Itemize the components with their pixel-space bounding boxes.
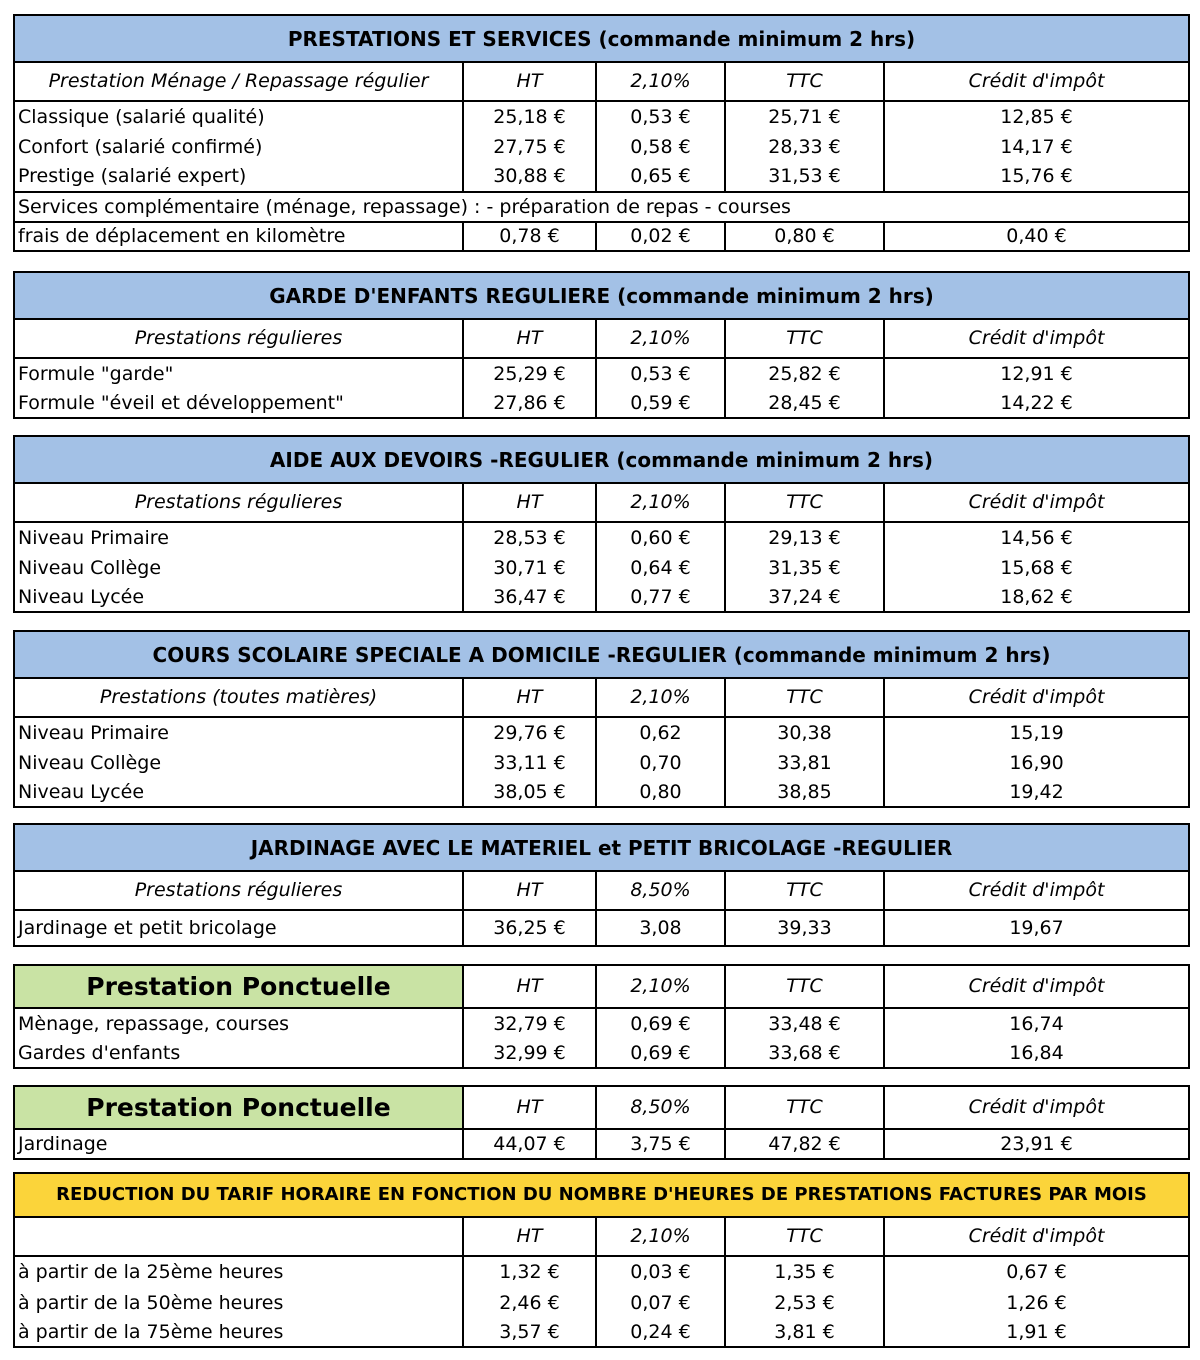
table-row <box>14 1288 1189 1318</box>
cell-ttc: 33,68 € <box>725 1039 884 1068</box>
row-label: à partir de la 50ème heures <box>14 1288 463 1318</box>
section-title: REDUCTION DU TARIF HORAIRE EN FONCTION DU NOMBRE D'HEURES DE PRESTATIONS FACTURES PAR MOIS <box>14 1173 1189 1217</box>
header-ttc: TTC <box>725 871 884 910</box>
table-row <box>14 553 1189 583</box>
section-cours-scolaire <box>13 630 1190 808</box>
cell-tax: 0,70 <box>596 748 725 778</box>
row-label: Niveau Lycée <box>14 778 463 807</box>
table-row <box>14 132 1189 162</box>
cell-ttc: 39,33 <box>725 910 884 946</box>
cell-tax: 0,02 € <box>596 222 725 251</box>
section-ponctuelle-1 <box>13 964 1190 1069</box>
cell-credit: 0,40 € <box>1006 225 1067 247</box>
cell-tax: 0,58 € <box>596 132 725 162</box>
header-credit: Crédit d'impôt <box>884 319 1189 358</box>
cell-ttc: 28,33 € <box>725 132 884 162</box>
row-label: Formule "garde" <box>14 358 463 389</box>
cell-ht: 30,88 € <box>463 162 596 192</box>
row-label: Jardinage <box>14 1129 463 1159</box>
cell-ttc: 25,71 € <box>725 101 884 132</box>
cell-credit: 14,17 € <box>1000 135 1073 158</box>
cell-ht: 32,79 € <box>463 1008 596 1039</box>
cell-ht: 0,78 € <box>463 222 596 251</box>
header-credit: Crédit d'impôt <box>884 1086 1189 1129</box>
header-ttc: TTC <box>725 678 884 717</box>
table-row <box>14 717 1189 748</box>
cell-tax: 0,65 € <box>596 162 725 192</box>
cell-ht: 27,86 € <box>463 389 596 418</box>
table-row <box>14 222 1189 251</box>
header-label: Prestations régulieres <box>14 483 463 522</box>
cell-credit: 14,22 € <box>1000 391 1073 414</box>
row-label: Prestige (salarié expert) <box>14 162 463 192</box>
header-ttc: TTC <box>725 965 884 1008</box>
header-label: Prestations régulieres <box>14 871 463 910</box>
cell-tax: 0,24 € <box>596 1318 725 1347</box>
section-title: JARDINAGE AVEC LE MATERIEL et PETIT BRICOLAGE -REGULIER <box>14 824 1189 871</box>
row-label: Niveau Lycée <box>14 583 463 612</box>
header-label: Prestations régulieres <box>14 319 463 358</box>
section-title: COURS SCOLAIRE SPECIALE A DOMICILE -REGULIER (commande minimum 2 hrs) <box>14 631 1189 678</box>
header-tax: 2,10% <box>596 1217 725 1256</box>
cell-ht: 36,47 € <box>463 583 596 612</box>
table-row <box>14 1039 1189 1068</box>
cell-credit: 16,84 <box>1009 1041 1064 1064</box>
cell-credit: 19,42 <box>1009 780 1064 803</box>
section-garde-enfants <box>13 271 1190 419</box>
cell-credit: 15,76 € <box>884 162 1189 192</box>
cell-tax: 3,75 € <box>596 1129 725 1159</box>
header-tax: 2,10% <box>596 483 725 522</box>
cell-ttc: 31,35 € <box>725 553 884 583</box>
header-ht: HT <box>463 1217 596 1256</box>
header-ttc: TTC <box>725 62 884 101</box>
row-label: Mènage, repassage, courses <box>14 1008 463 1039</box>
row-label: Classique (salarié qualité) <box>14 101 463 132</box>
cell-tax: 0,64 € <box>596 553 725 583</box>
cell-tax: 0,07 € <box>596 1288 725 1318</box>
cell-credit: 16,74 <box>1009 1012 1064 1035</box>
cell-tax: 0,62 <box>596 717 725 748</box>
header-credit: Crédit d'impôt <box>884 871 1189 910</box>
table-row <box>14 522 1189 553</box>
table-row <box>14 748 1189 778</box>
cell-credit: 19,67 <box>1009 916 1064 939</box>
table-row <box>14 583 1189 612</box>
cell-ttc: 29,13 € <box>725 522 884 553</box>
cell-ttc: 33,48 € <box>725 1008 884 1039</box>
cell-ttc: 25,82 € <box>725 358 884 389</box>
cell-credit: 14,56 € <box>1000 526 1073 549</box>
cell-ttc: 28,45 € <box>725 389 884 418</box>
header-ht: HT <box>463 678 596 717</box>
cell-credit: 1,26 € <box>1006 1291 1067 1314</box>
cell-ttc: 47,82 € <box>725 1129 884 1159</box>
header-tax: 2,10% <box>596 965 725 1008</box>
section-title: AIDE AUX DEVOIRS -REGULIER (commande minimum 2 hrs) <box>14 436 1189 483</box>
note-row <box>14 192 1189 222</box>
cell-ht: 1,32 € <box>463 1256 596 1288</box>
header-label <box>14 1217 463 1256</box>
cell-tax: 0,53 € <box>596 101 725 132</box>
cell-tax: 3,08 <box>596 910 725 946</box>
cell-ttc: 38,85 <box>725 778 884 807</box>
header-tax: 8,50% <box>596 1086 725 1129</box>
table-row <box>14 910 1189 946</box>
cell-ht: 36,25 € <box>463 910 596 946</box>
header-ttc: TTC <box>725 1086 884 1129</box>
cell-ht: 28,53 € <box>463 522 596 553</box>
row-label: frais de déplacement en kilomètre <box>14 222 463 251</box>
header-credit: Crédit d'impôt <box>884 1217 1189 1256</box>
row-label: Formule "éveil et développement" <box>14 389 463 418</box>
header-ht: HT <box>463 483 596 522</box>
row-label: Niveau Primaire <box>14 717 463 748</box>
header-tax: 2,10% <box>596 62 725 101</box>
header-credit: Crédit d'impôt <box>884 965 1189 1008</box>
header-ttc: TTC <box>725 319 884 358</box>
cell-tax: 0,03 € <box>596 1256 725 1288</box>
cell-ht: 30,71 € <box>463 553 596 583</box>
cell-ht: 29,76 € <box>463 717 596 748</box>
cell-ht: 25,29 € <box>463 358 596 389</box>
table-row <box>14 1318 1189 1347</box>
header-tax: 2,10% <box>596 678 725 717</box>
row-label: Jardinage et petit bricolage <box>14 910 463 946</box>
row-label: Gardes d'enfants <box>14 1039 463 1068</box>
cell-tax: 0,69 € <box>596 1008 725 1039</box>
cell-credit: 18,62 € <box>1000 585 1073 608</box>
section-reduction <box>13 1172 1190 1348</box>
cell-tax: 0,80 <box>596 778 725 807</box>
services-note: Services complémentaire (ménage, repassage) : - préparation de repas - courses <box>14 192 1189 222</box>
header-credit: Crédit d'impôt <box>884 483 1189 522</box>
cell-ht: 25,18 € <box>463 101 596 132</box>
cell-credit: 0,67 € <box>1006 1261 1067 1283</box>
header-label: Prestation Ponctuelle <box>14 1086 463 1129</box>
section-title: GARDE D'ENFANTS REGULIERE (commande minimum 2 hrs) <box>14 272 1189 319</box>
cell-credit: 23,91 € <box>1000 1132 1073 1155</box>
cell-ttc: 2,53 € <box>725 1288 884 1318</box>
cell-ttc: 3,81 € <box>725 1318 884 1347</box>
header-ht: HT <box>463 62 596 101</box>
cell-credit: 15,19 <box>1009 721 1064 744</box>
cell-ttc: 37,24 € <box>725 583 884 612</box>
table-row <box>14 1008 1189 1039</box>
section-ponctuelle-2 <box>13 1085 1190 1160</box>
section-title: PRESTATIONS ET SERVICES (commande minimum 2 hrs) <box>14 15 1189 62</box>
header-tax: 2,10% <box>596 319 725 358</box>
table-row <box>14 1256 1189 1288</box>
cell-tax: 0,77 € <box>596 583 725 612</box>
header-ht: HT <box>463 1086 596 1129</box>
header-credit: Crédit d'impôt <box>884 62 1189 101</box>
row-label: à partir de la 75ème heures <box>14 1318 463 1347</box>
cell-ttc: 33,81 <box>725 748 884 778</box>
cell-tax: 0,60 € <box>596 522 725 553</box>
table-row <box>14 101 1189 132</box>
section-prestations-services <box>13 14 1190 252</box>
section-jardinage <box>13 823 1190 947</box>
cell-credit: 16,90 <box>1009 751 1064 774</box>
cell-credit: 12,91 € <box>1000 362 1073 385</box>
table-row <box>14 1129 1189 1159</box>
cell-ht: 32,99 € <box>463 1039 596 1068</box>
row-label: Niveau Primaire <box>14 522 463 553</box>
row-label: à partir de la 25ème heures <box>14 1256 463 1288</box>
row-label: Confort (salarié confirmé) <box>14 132 463 162</box>
cell-ht: 2,46 € <box>463 1288 596 1318</box>
table-row <box>14 358 1189 389</box>
cell-ht: 44,07 € <box>463 1129 596 1159</box>
header-label: Prestation Ménage / Repassage régulier <box>14 62 463 101</box>
cell-ttc: 0,80 € <box>725 222 884 251</box>
header-ht: HT <box>463 965 596 1008</box>
header-ht: HT <box>463 319 596 358</box>
cell-ttc: 30,38 <box>725 717 884 748</box>
table-row <box>14 389 1189 418</box>
cell-credit: 1,91 € <box>1006 1320 1067 1343</box>
cell-ht: 38,05 € <box>463 778 596 807</box>
row-label: Niveau Collège <box>14 553 463 583</box>
cell-ttc: 31,53 € <box>725 162 884 192</box>
cell-credit: 12,85 € <box>1000 105 1073 128</box>
header-ttc: TTC <box>725 1217 884 1256</box>
cell-ttc: 1,35 € <box>725 1256 884 1288</box>
row-label: Niveau Collège <box>14 748 463 778</box>
cell-tax: 0,69 € <box>596 1039 725 1068</box>
section-aide-devoirs <box>13 435 1190 613</box>
header-label: Prestations (toutes matières) <box>14 678 463 717</box>
header-ht: HT <box>463 871 596 910</box>
cell-ht: 3,57 € <box>463 1318 596 1347</box>
cell-tax: 0,53 € <box>596 358 725 389</box>
header-credit: Crédit d'impôt <box>884 678 1189 717</box>
cell-ht: 33,11 € <box>463 748 596 778</box>
cell-ht: 27,75 € <box>463 132 596 162</box>
cell-credit: 15,68 € <box>1000 556 1073 579</box>
table-row <box>14 778 1189 807</box>
header-ttc: TTC <box>725 483 884 522</box>
table-row <box>14 162 1189 192</box>
cell-tax: 0,59 € <box>596 389 725 418</box>
header-label: Prestation Ponctuelle <box>14 965 463 1008</box>
header-tax: 8,50% <box>596 871 725 910</box>
